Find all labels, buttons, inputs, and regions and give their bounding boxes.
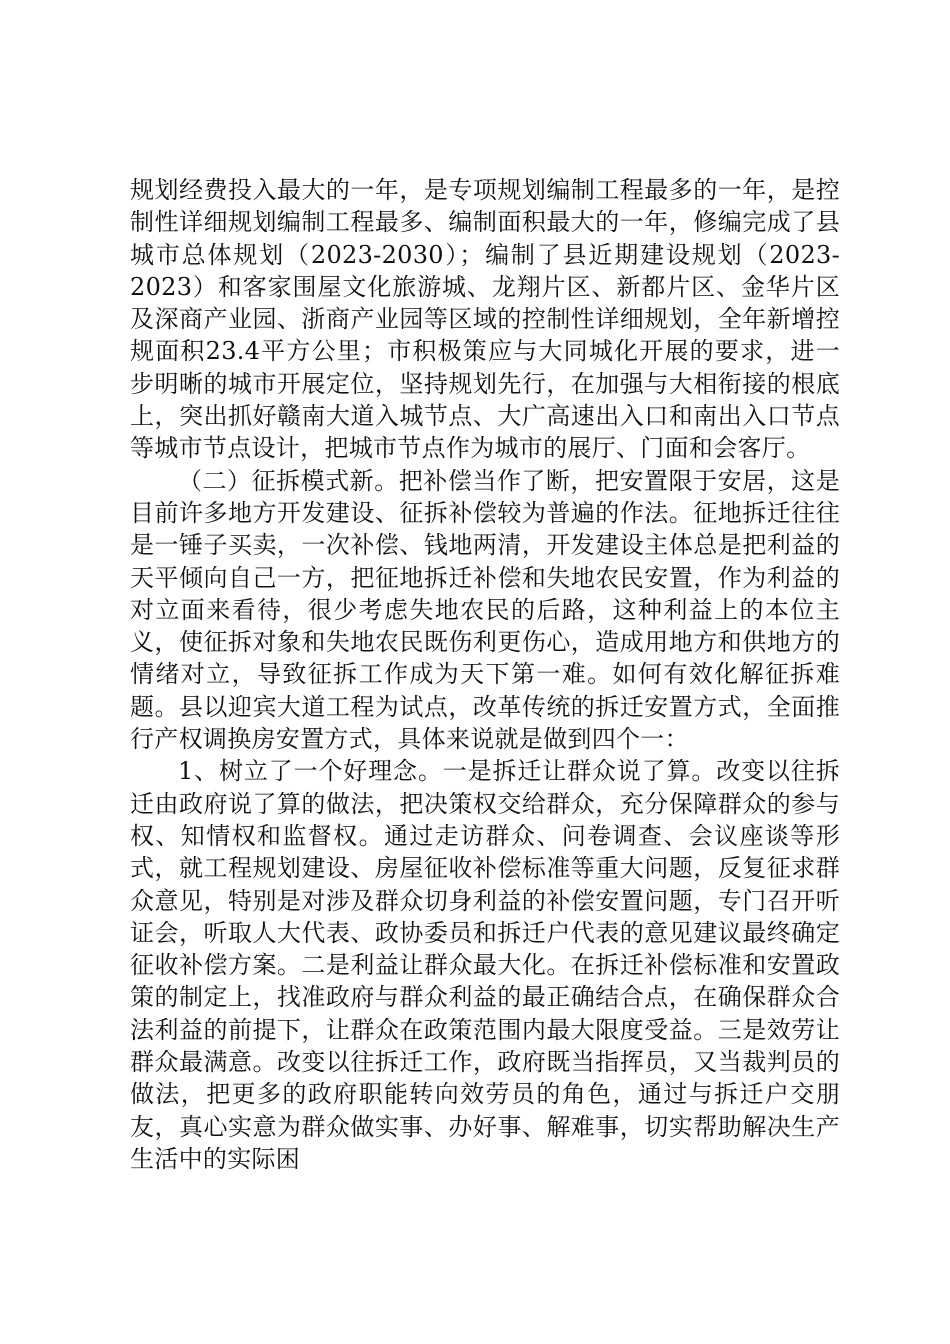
paragraph-good-concept: 1、树立了一个好理念。一是拆迁让群众说了算。改变以往拆迁由政府说了算的做法，把决策权交给群众，充分保障群众的参与权、知情权和监督权。通过走访群众、问卷调查、会议座谈等形式，就工程规划建设、房屋征收补偿标准等重大问题，反复征求群众意见，特别是对涉及群众切身利益的补偿安置问题，专门召开听证会，听取人大代表、政协委员和拆迁户代表的意见建议最终确定征收补偿方案。二是利益让群众最大化。在拆迁补偿标准和安置政策的制定上，找准政府与群众利益的最正确结合点，在确保群众合法利益的前提下，让群众在政策范围内最大限度受益。三是效劳让群众最满意。改变以往拆迁工作，政府既当指挥员，又当裁判员的做法，把更多的政府职能转向效劳员的角色，通过与拆迁户交朋友，真心实意为群众做实事、办好事、解难事，切实帮助解决生产生活中的实际困: [130, 757, 840, 1173]
paragraph-planning: 规划经费投入最大的一年，是专项规划编制工程最多的一年，是控制性详细规划编制工程最多、编制面积最大的一年，修编完成了县城市总体规划（2023-2030）；编制了县近期建设规划（2023-2023）和客家围屋文化旅游城、龙翔片区、新都片区、金华片区及深商产业园、浙商产业园等区域的控制性详细规划，全年新增控规面积23.4平方公里；市积极策应与大同城化开展的要求，进一步明晰的城市开展定位，坚持规划先行，在加强与大相衔接的根底上，突出抓好赣南大道入城节点、大广高速出入口和南出入口节点等城市节点设计，把城市节点作为城市的展厅、门面和会客厅。: [130, 176, 840, 463]
document-body: [130, 174, 840, 1175]
paragraph-demolition-model: （二）征拆模式新。把补偿当作了断，把安置限于安居，这是目前许多地方开发建设、征拆补偿较为普遍的作法。征地拆迁往往是一锤子买卖，一次补偿、钱地两清，开发建设主体总是把利益的天平倾向自己一方，把征地拆迁补偿和失地农民安置，作为利益的对立面来看待，很少考虑失地农民的后路，这种利益上的本位主义，使征拆对象和失地农民既伤利更伤心，造成用地方和供地方的情绪对立，导致征拆工作成为天下第一难。如何有效化解征拆难题。县以迎宾大道工程为试点，改革传统的拆迁安置方式，全面推行产权调换房安置方式，具体来说就是做到四个一：: [130, 466, 840, 754]
